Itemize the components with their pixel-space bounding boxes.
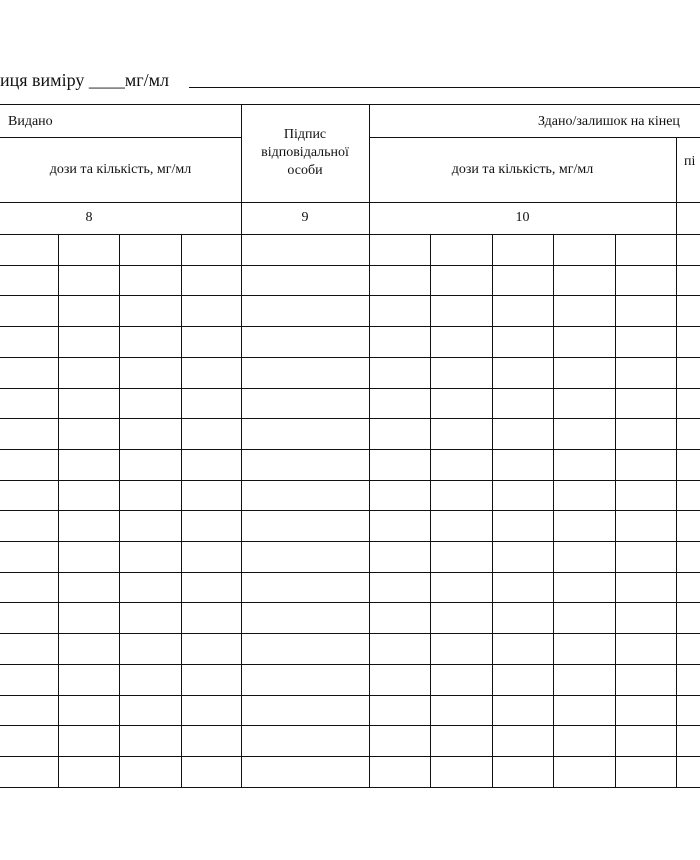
table-cell[interactable] xyxy=(242,726,368,755)
returned-subheader-rule xyxy=(369,137,700,138)
table-cell[interactable] xyxy=(242,450,368,479)
table-cell[interactable] xyxy=(370,511,429,540)
table-cell[interactable] xyxy=(616,634,675,663)
table-cell[interactable] xyxy=(431,389,491,418)
table-cell[interactable] xyxy=(616,573,675,602)
table-cell[interactable] xyxy=(120,511,180,540)
table-cell[interactable] xyxy=(120,481,180,510)
issued-header: Видано xyxy=(8,114,53,129)
table-cell[interactable] xyxy=(242,296,368,325)
table-cell[interactable] xyxy=(1,296,57,325)
table-cell[interactable] xyxy=(1,389,57,418)
table-cell[interactable] xyxy=(431,634,491,663)
table-cell[interactable] xyxy=(431,358,491,387)
table-cell[interactable] xyxy=(554,542,614,571)
table-cell[interactable] xyxy=(370,419,429,448)
table-cell[interactable] xyxy=(616,511,675,540)
table-cell[interactable] xyxy=(59,696,118,725)
table-cell[interactable] xyxy=(616,481,675,510)
table-cell[interactable] xyxy=(59,511,118,540)
table-cell[interactable] xyxy=(493,603,552,632)
table-cell[interactable] xyxy=(370,481,429,510)
table-cell[interactable] xyxy=(1,511,57,540)
table-cell[interactable] xyxy=(493,235,552,264)
table-cell[interactable] xyxy=(370,603,429,632)
table-cell[interactable] xyxy=(242,511,368,540)
table-cell[interactable] xyxy=(182,327,240,356)
table-cell[interactable] xyxy=(493,266,552,295)
table-cell[interactable] xyxy=(182,235,240,264)
returned-header: Здано/залишок на кінец xyxy=(538,114,680,129)
table-cell[interactable] xyxy=(182,450,240,479)
header-bottom-rule xyxy=(0,202,700,203)
table-cell[interactable] xyxy=(493,757,552,786)
table-cell[interactable] xyxy=(242,358,368,387)
table-cell[interactable] xyxy=(242,665,368,694)
table-cell[interactable] xyxy=(370,757,429,786)
signature-header-line-3: особи xyxy=(287,163,323,178)
table-cell[interactable] xyxy=(370,450,429,479)
table-cell[interactable] xyxy=(120,542,180,571)
table-cell[interactable] xyxy=(242,235,368,264)
table-cell[interactable] xyxy=(120,696,180,725)
table-cell[interactable] xyxy=(370,296,429,325)
table-cell[interactable] xyxy=(677,327,699,356)
table-cell[interactable] xyxy=(554,235,614,264)
table-cell[interactable] xyxy=(554,573,614,602)
table-cell[interactable] xyxy=(1,450,57,479)
table-cell[interactable] xyxy=(431,235,491,264)
table-cell[interactable] xyxy=(554,327,614,356)
table-cell[interactable] xyxy=(677,511,699,540)
table-cell[interactable] xyxy=(59,358,118,387)
table-cell[interactable] xyxy=(120,665,180,694)
table-cell[interactable] xyxy=(182,389,240,418)
table-cell[interactable] xyxy=(242,327,368,356)
table-cell[interactable] xyxy=(182,296,240,325)
table-cell[interactable] xyxy=(616,419,675,448)
table-cell[interactable] xyxy=(120,296,180,325)
table-cell[interactable] xyxy=(242,696,368,725)
table-cell[interactable] xyxy=(616,450,675,479)
table-cell[interactable] xyxy=(59,389,118,418)
table-cell[interactable] xyxy=(120,450,180,479)
table-cell[interactable] xyxy=(493,696,552,725)
table-cell[interactable] xyxy=(182,511,240,540)
table-cell[interactable] xyxy=(616,726,675,755)
table-cell[interactable] xyxy=(431,296,491,325)
table-cell[interactable] xyxy=(242,757,368,786)
table-cell[interactable] xyxy=(431,542,491,571)
table-cell[interactable] xyxy=(182,757,240,786)
table-cell[interactable] xyxy=(677,266,699,295)
table-cell[interactable] xyxy=(431,573,491,602)
table-cell[interactable] xyxy=(677,481,699,510)
table-cell[interactable] xyxy=(59,481,118,510)
table-cell[interactable] xyxy=(1,696,57,725)
table-cell[interactable] xyxy=(370,665,429,694)
table-cell[interactable] xyxy=(59,327,118,356)
table-cell[interactable] xyxy=(120,358,180,387)
signature-header-line-2: відповідальної xyxy=(261,145,349,160)
table-cell[interactable] xyxy=(182,573,240,602)
table-cell[interactable] xyxy=(677,573,699,602)
column-number-9: 9 xyxy=(301,210,309,225)
table-cell[interactable] xyxy=(182,481,240,510)
table-cell[interactable] xyxy=(554,696,614,725)
table-cell[interactable] xyxy=(120,266,180,295)
table-cell[interactable] xyxy=(616,266,675,295)
issued-subheader-rule xyxy=(0,137,241,138)
table-cell[interactable] xyxy=(431,696,491,725)
table-cell[interactable] xyxy=(493,665,552,694)
signature-header-line-1: Підпис xyxy=(283,127,327,142)
table-cell[interactable] xyxy=(1,573,57,602)
table-cell[interactable] xyxy=(59,665,118,694)
table-cell[interactable] xyxy=(120,235,180,264)
table-cell[interactable] xyxy=(370,327,429,356)
table-cell[interactable] xyxy=(677,450,699,479)
table-cell[interactable] xyxy=(431,511,491,540)
table-cell[interactable] xyxy=(493,511,552,540)
unit-of-measure-underline xyxy=(189,87,700,88)
table-cell[interactable] xyxy=(677,726,699,755)
table-cell[interactable] xyxy=(493,358,552,387)
table-cell[interactable] xyxy=(182,726,240,755)
table-cell[interactable] xyxy=(1,665,57,694)
table-cell[interactable] xyxy=(554,511,614,540)
table-cell[interactable] xyxy=(677,696,699,725)
table-cell[interactable] xyxy=(1,603,57,632)
table-cell[interactable] xyxy=(1,327,57,356)
table-cell[interactable] xyxy=(616,389,675,418)
table-cell[interactable] xyxy=(616,327,675,356)
table-cell[interactable] xyxy=(677,419,699,448)
unit-of-measure-label: иця виміру ____мг/мл xyxy=(0,70,169,90)
table-cell[interactable] xyxy=(59,573,118,602)
table-cell[interactable] xyxy=(59,726,118,755)
table-cell[interactable] xyxy=(182,542,240,571)
table-cell[interactable] xyxy=(242,573,368,602)
table-cell[interactable] xyxy=(554,481,614,510)
table-cell[interactable] xyxy=(677,358,699,387)
table-cell[interactable] xyxy=(370,235,429,264)
table-cell[interactable] xyxy=(242,542,368,571)
table-cell[interactable] xyxy=(1,235,57,264)
table-cell[interactable] xyxy=(677,235,699,264)
table-cell[interactable] xyxy=(431,450,491,479)
table-cell[interactable] xyxy=(493,573,552,602)
table-cell[interactable] xyxy=(242,634,368,663)
table-cell[interactable] xyxy=(370,634,429,663)
table-cell[interactable] xyxy=(370,542,429,571)
table-cell[interactable] xyxy=(120,389,180,418)
table-cell[interactable] xyxy=(59,266,118,295)
table-cell[interactable] xyxy=(431,603,491,632)
table-cell[interactable] xyxy=(554,450,614,479)
table-cell[interactable] xyxy=(616,542,675,571)
table-cell[interactable] xyxy=(182,696,240,725)
table-cell[interactable] xyxy=(120,757,180,786)
table-cell[interactable] xyxy=(59,235,118,264)
table-cell[interactable] xyxy=(493,327,552,356)
table-cell[interactable] xyxy=(242,419,368,448)
table-cell[interactable] xyxy=(182,419,240,448)
table-cell[interactable] xyxy=(493,542,552,571)
table-cell[interactable] xyxy=(493,726,552,755)
table-cell[interactable] xyxy=(431,266,491,295)
table-cell[interactable] xyxy=(59,603,118,632)
table-cell[interactable] xyxy=(554,419,614,448)
table-cell[interactable] xyxy=(616,603,675,632)
table-top-border xyxy=(0,104,700,105)
table-cell[interactable] xyxy=(1,634,57,663)
table-cell[interactable] xyxy=(1,358,57,387)
table-cell[interactable] xyxy=(59,419,118,448)
table-cell[interactable] xyxy=(1,757,57,786)
table-cell[interactable] xyxy=(677,542,699,571)
table-cell[interactable] xyxy=(120,573,180,602)
table-cell[interactable] xyxy=(554,266,614,295)
table-cell[interactable] xyxy=(554,634,614,663)
table-cell[interactable] xyxy=(554,296,614,325)
table-cell[interactable] xyxy=(370,573,429,602)
table-cell[interactable] xyxy=(493,634,552,663)
table-cell[interactable] xyxy=(242,603,368,632)
table-cell[interactable] xyxy=(59,296,118,325)
table-cell[interactable] xyxy=(1,481,57,510)
table-cell[interactable] xyxy=(677,296,699,325)
table-cell[interactable] xyxy=(677,665,699,694)
table-cell[interactable] xyxy=(493,389,552,418)
table-cell[interactable] xyxy=(616,358,675,387)
table-cell[interactable] xyxy=(431,327,491,356)
table-cell[interactable] xyxy=(370,696,429,725)
table-cell[interactable] xyxy=(182,665,240,694)
returned-doses-header: дози та кількість, мг/мл xyxy=(451,162,594,177)
table-cell[interactable] xyxy=(616,696,675,725)
table-cell[interactable] xyxy=(493,481,552,510)
table-cell[interactable] xyxy=(120,726,180,755)
table-cell[interactable] xyxy=(554,389,614,418)
table-cell[interactable] xyxy=(677,603,699,632)
table-cell[interactable] xyxy=(431,481,491,510)
right-cut-header: пі xyxy=(684,154,696,169)
table-cell[interactable] xyxy=(616,235,675,264)
table-cell[interactable] xyxy=(1,542,57,571)
table-cell[interactable] xyxy=(59,450,118,479)
table-cell[interactable] xyxy=(554,757,614,786)
table-cell[interactable] xyxy=(370,389,429,418)
issued-doses-header: дози та кількість, мг/мл xyxy=(49,162,192,177)
table-cell[interactable] xyxy=(493,419,552,448)
table-cell[interactable] xyxy=(59,542,118,571)
table-cell[interactable] xyxy=(493,450,552,479)
unit-of-measure-line xyxy=(0,67,700,93)
table-cell[interactable] xyxy=(59,634,118,663)
table-cell[interactable] xyxy=(677,634,699,663)
table-cell[interactable] xyxy=(616,665,675,694)
signature-header xyxy=(242,126,368,180)
table-cell[interactable] xyxy=(370,726,429,755)
table-cell[interactable] xyxy=(242,481,368,510)
table-cell[interactable] xyxy=(120,419,180,448)
table-cell[interactable] xyxy=(431,726,491,755)
table-cell[interactable] xyxy=(554,603,614,632)
table-cell[interactable] xyxy=(554,358,614,387)
table-cell[interactable] xyxy=(554,665,614,694)
table-cell[interactable] xyxy=(677,389,699,418)
table-cell[interactable] xyxy=(1,726,57,755)
row-divider xyxy=(0,787,700,788)
table-cell[interactable] xyxy=(182,634,240,663)
table-cell[interactable] xyxy=(182,603,240,632)
table-cell[interactable] xyxy=(120,634,180,663)
table-cell[interactable] xyxy=(182,358,240,387)
table-cell[interactable] xyxy=(242,389,368,418)
table-cell[interactable] xyxy=(59,757,118,786)
column-number-10: 10 xyxy=(515,210,530,225)
table-cell[interactable] xyxy=(1,266,57,295)
table-cell[interactable] xyxy=(120,603,180,632)
table-cell[interactable] xyxy=(182,266,240,295)
table-cell[interactable] xyxy=(431,757,491,786)
table-cell[interactable] xyxy=(1,419,57,448)
table-cell[interactable] xyxy=(370,358,429,387)
table-cell[interactable] xyxy=(677,757,699,786)
table-cell[interactable] xyxy=(370,266,429,295)
table-cell[interactable] xyxy=(616,296,675,325)
table-cell[interactable] xyxy=(554,726,614,755)
table-cell[interactable] xyxy=(242,266,368,295)
column-number-8: 8 xyxy=(85,210,93,225)
table-cell[interactable] xyxy=(493,296,552,325)
table-cell[interactable] xyxy=(431,419,491,448)
table-cell[interactable] xyxy=(120,327,180,356)
table-cell[interactable] xyxy=(431,665,491,694)
table-cell[interactable] xyxy=(616,757,675,786)
